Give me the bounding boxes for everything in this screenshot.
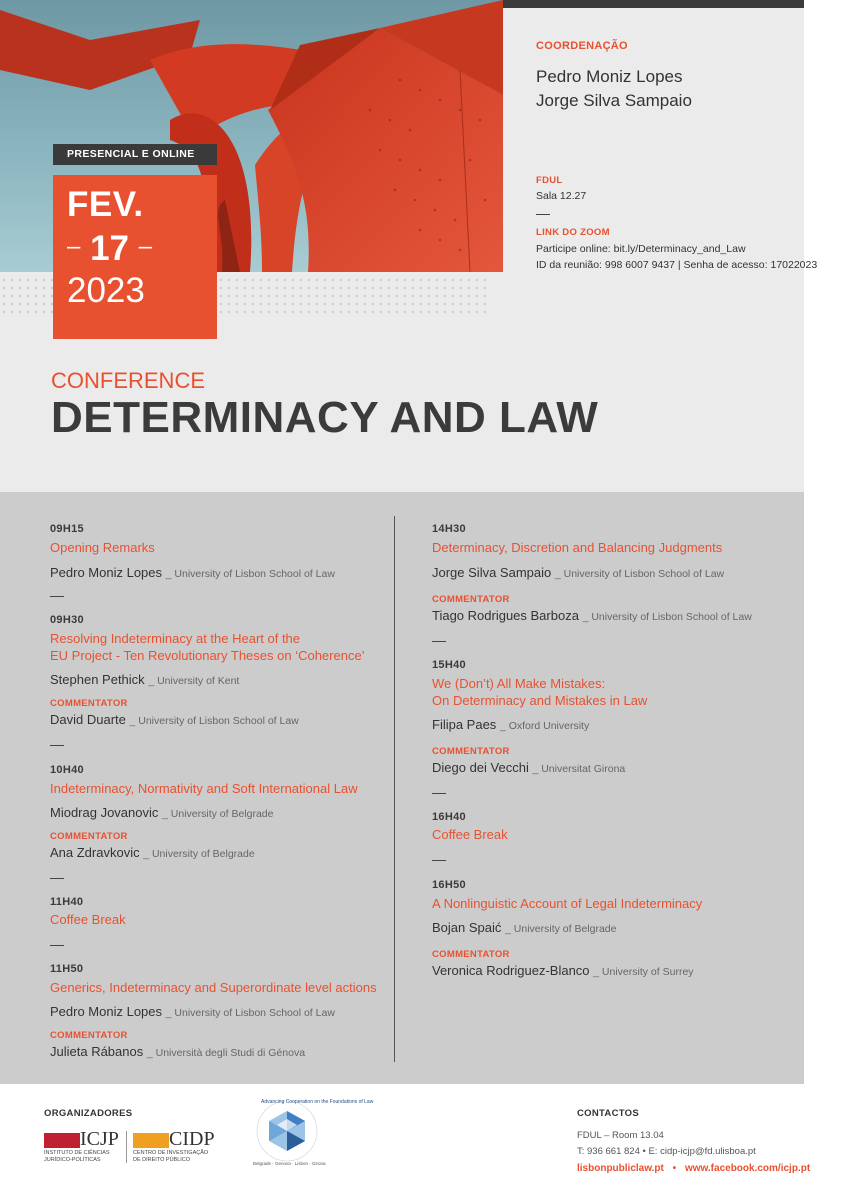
session-time: 16H40 (432, 811, 466, 823)
speaker (432, 717, 589, 732)
date-year: 2023 (67, 271, 145, 310)
commentator-name: Julieta Rábanos (50, 1044, 144, 1059)
session-title: Determinacy, Discretion and Balancing Judgments (432, 540, 723, 555)
speaker (50, 805, 274, 820)
session-title: Coffee Break (50, 912, 126, 927)
mode-badge: PRESENCIAL E ONLINE (53, 144, 217, 165)
venue-label: FDUL (536, 175, 563, 186)
icjp-subtitle-line: JURÍDICO-POLÍTICAS (44, 1156, 101, 1163)
link-separator: • (672, 1163, 677, 1174)
date-day-number: 17 (90, 229, 130, 268)
zoom-label: LINK DO ZOOM (536, 227, 610, 238)
logo-divider (126, 1131, 127, 1163)
session-time: 11H50 (50, 963, 84, 975)
cidp-subtitle-line: DE DIREITO PÚBLICO (133, 1156, 191, 1163)
speaker (50, 1004, 335, 1019)
commentator-name: David Duarte (50, 712, 126, 727)
conference-title: DETERMINACY AND LAW (51, 393, 599, 442)
cidp-acronym: CIDP (169, 1128, 215, 1150)
contact-address: FDUL – Room 13.04 (577, 1130, 664, 1141)
separator (50, 945, 64, 946)
commentator (432, 608, 752, 623)
cidp-logo-block (133, 1133, 169, 1148)
date-day (67, 229, 152, 269)
commentator (432, 963, 694, 978)
commentator-affiliation: _ Universitat Girona (532, 763, 626, 775)
separator (50, 878, 64, 879)
session-time: 09H15 (50, 523, 84, 535)
commentator-label: COMMENTATOR (432, 949, 510, 960)
speaker (432, 920, 617, 935)
commentator-name: Veronica Rodriguez-Blanco (432, 963, 590, 978)
commentator-affiliation: _ University of Surrey (593, 966, 694, 978)
commentator-label: COMMENTATOR (50, 831, 128, 842)
icjp-subtitle-line: INSTITUTO DE CIÊNCIAS (44, 1150, 110, 1156)
speaker-affiliation: _ University of Lisbon School of Law (165, 568, 335, 580)
separator (50, 745, 64, 746)
coordination-label: COORDENAÇÃO (536, 40, 628, 52)
dot-pattern-right (217, 276, 487, 314)
cidp-logo[interactable] (133, 1128, 215, 1165)
commentator (50, 712, 299, 727)
acflaw-ring-text: Advancing Cooperation on the Foundations of Law (261, 1099, 374, 1105)
separator (432, 860, 446, 861)
icjp-subtitle (44, 1150, 110, 1163)
commentator-affiliation: _ University of Belgrade (143, 848, 255, 860)
commentator-label: COMMENTATOR (432, 594, 510, 605)
speaker (432, 565, 724, 580)
icjp-logo[interactable] (44, 1128, 124, 1165)
speaker-name: Filipa Paes (432, 717, 497, 732)
session-time: 16H50 (432, 879, 466, 891)
speaker-affiliation: _ University of Belgrade (505, 923, 617, 935)
coordinator-name: Pedro Moniz Lopes (536, 67, 683, 86)
facebook-link[interactable]: www.facebook.com/icjp.pt (684, 1163, 811, 1174)
date-month: FEV. (67, 185, 144, 224)
commentator-affiliation: _ University of Lisbon School of Law (582, 611, 752, 623)
cidp-subtitle-line: CENTRO DE INVESTIGAÇÃO (133, 1150, 209, 1156)
speaker-name: Jorge Silva Sampaio (432, 565, 552, 580)
website-link[interactable]: lisbonpubliclaw.pt (577, 1163, 664, 1174)
session-title: Indeterminacy, Normativity and Soft International Law (50, 781, 358, 796)
commentator-name: Ana Zdravkovic (50, 845, 140, 860)
commentator (50, 1044, 305, 1059)
session-time: 09H30 (50, 614, 84, 626)
organizers-label: ORGANIZADORES (44, 1108, 133, 1119)
separator (432, 641, 446, 642)
conference-label: CONFERENCE (51, 368, 206, 393)
session-title: Coffee Break (432, 827, 508, 842)
session-title-line2: On Determinacy and Mistakes in Law (432, 693, 648, 708)
session-time: 10H40 (50, 764, 84, 776)
dash-left: – (67, 233, 81, 260)
commentator (432, 760, 625, 775)
commentator-affiliation: _ University of Lisbon School of Law (129, 715, 299, 727)
session-title: Opening Remarks (50, 540, 155, 555)
commentator-label: COMMENTATOR (50, 698, 128, 709)
speaker-affiliation: _ University of Belgrade (162, 808, 274, 820)
separator (536, 214, 550, 215)
acflaw-cities: Belgrade · Genova · Lisbon · Girona (253, 1161, 326, 1166)
speaker-name: Pedro Moniz Lopes (50, 1004, 163, 1019)
contacts-label: CONTACTOS (577, 1108, 639, 1119)
icjp-logo-block (44, 1133, 80, 1148)
column-divider (394, 516, 395, 1062)
speaker-name: Miodrag Jovanovic (50, 805, 159, 820)
acflaw-logo[interactable] (247, 1097, 374, 1169)
speaker-name: Stephen Pethick (50, 672, 145, 687)
dash-right: – (138, 233, 153, 260)
session-time: 15H40 (432, 659, 466, 671)
top-accent-bar (503, 0, 804, 8)
speaker (50, 672, 239, 687)
session-title: Generics, Indeterminacy and Superordinate level actions (50, 980, 377, 995)
session-time: 14H30 (432, 523, 466, 535)
speaker-affiliation: _ Oxford University (499, 720, 590, 732)
venue-room: Sala 12.27 (536, 190, 587, 202)
session-title: We (Don’t) All Make Mistakes: (432, 676, 606, 691)
icjp-acronym: ICJP (80, 1128, 119, 1150)
date-box (53, 175, 217, 339)
commentator-name: Diego dei Vecchi (432, 760, 529, 775)
session-title-line2: EU Project - Ten Revolutionary Theses on ‘Coherence’ (50, 648, 365, 663)
commentator-label: COMMENTATOR (432, 746, 510, 757)
commentator-affiliation: _ Università degli Studi di Génova (146, 1047, 306, 1059)
acflaw-emblem (247, 1097, 374, 1169)
session-time: 11H40 (50, 896, 84, 908)
speaker-affiliation: _ University of Lisbon School of Law (554, 568, 725, 580)
speaker-name: Bojan Spaić (432, 920, 502, 935)
separator (50, 596, 64, 597)
zoom-meeting-id: ID da reunião: 998 6007 9437 | Senha de acesso: 17022023 (536, 259, 818, 271)
dot-pattern-left (0, 276, 53, 314)
speaker-affiliation: _ University of Kent (148, 675, 240, 687)
separator (432, 793, 446, 794)
speaker-affiliation: _ University of Lisbon School of Law (165, 1007, 335, 1019)
coordinator-name: Jorge Silva Sampaio (536, 91, 692, 110)
commentator-name: Tiago Rodrigues Barboza (432, 608, 579, 623)
speaker (50, 565, 335, 580)
contact-phone-email: T: 936 661 824 • E: cidp-icjp@fd.ulisboa.pt (577, 1146, 756, 1157)
zoom-link[interactable]: Participe online: bit.ly/Determinacy_and_Law (536, 243, 746, 255)
session-title: Resolving Indeterminacy at the Heart of the (50, 631, 301, 646)
speaker-name: Pedro Moniz Lopes (50, 565, 163, 580)
cidp-subtitle (133, 1150, 208, 1163)
session-title: A Nonlinguistic Account of Legal Indeterminacy (432, 896, 703, 911)
commentator-label: COMMENTATOR (50, 1030, 128, 1041)
contact-links (577, 1163, 810, 1174)
commentator (50, 845, 255, 860)
